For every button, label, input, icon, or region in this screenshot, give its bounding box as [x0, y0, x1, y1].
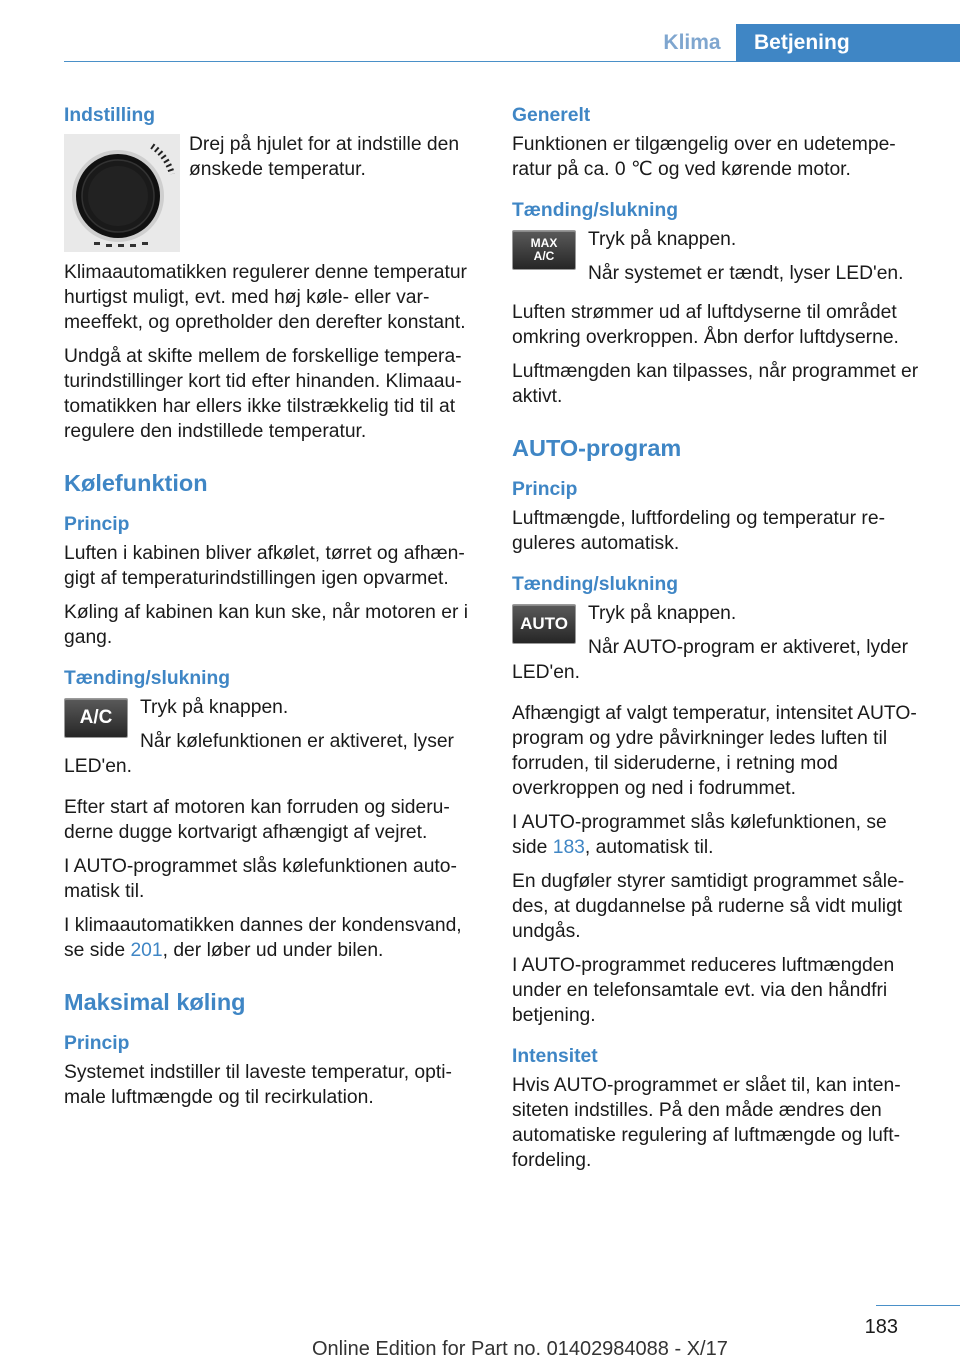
princip2-para-1: Systemet indstiller til laveste temperatur, optimale luftmængde og til recirkulation. [64, 1062, 452, 1108]
max-ac-button-image [512, 230, 576, 270]
right-para-4 [512, 810, 926, 860]
heading-maksimal-koling: Maksimal køling [64, 989, 246, 1015]
ac-button-row [64, 695, 480, 754]
left-para-5 [64, 913, 480, 963]
heading-indstilling: Indstilling [64, 105, 156, 126]
footer-rule [876, 1305, 960, 1306]
ac-step-1: Tryk på knappen. [140, 697, 289, 718]
para4-text-pre: I AUTO-programmet slås kølefunktionen, se side [512, 812, 887, 858]
max-ac-button-row [512, 227, 926, 286]
page-link-201[interactable]: 201 [130, 940, 163, 961]
para4-text-post: , automatisk til. [584, 837, 714, 858]
auto-button-image: AUTO [512, 604, 576, 644]
footer-edition: Online Edition for Part no. 01402984088 - X/17 [312, 1338, 728, 1360]
generelt-text: Funktionen er tilgængelig over en udetemperatur på ca. 0 ℃ og ved kørende motor. [512, 134, 896, 180]
max-step-1: Tryk på knappen. [588, 229, 737, 250]
heading-princip-2: Princip [64, 1033, 130, 1054]
heading-princip: Princip [64, 514, 130, 535]
page-link-183[interactable]: 183 [552, 837, 585, 858]
max-step-2: Når systemet er tændt, lyser LED'en. [588, 263, 904, 284]
right-column [512, 100, 926, 1182]
left-para-4: I AUTO-programmet slås kølefunktionen automatisk til. [64, 856, 457, 902]
auto-step-2: Når AUTO-program er aktiveret, lyder [588, 637, 909, 658]
heading-taending-slukning: Tænding/slukning [64, 668, 231, 689]
heading-auto-program: AUTO-program [512, 435, 682, 461]
auto-princip-text: Luftmængde, luftfordeling og temperatur reguleres automatisk. [512, 508, 885, 554]
right-para-2: Luftmængden kan tilpasses, når programmet er aktivt. [512, 361, 919, 407]
para5-text-post: , der løber ud under bilen. [162, 940, 384, 961]
page-number: 183 [864, 1316, 898, 1338]
temperature-knob-icon [64, 134, 180, 252]
intensitet-text: Hvis AUTO-programmet er slået til, kan intensiteten indstilles. På den måde ændres den automatiske regulering af luftmængde og luftfordeling. [512, 1075, 901, 1171]
left-para-3: Efter start af motoren kan forruden og sideruderne dugge kortvarigt afhængigt af vejret. [64, 797, 450, 843]
ac-step-2: Når kølefunktionen er aktiveret, lyser [140, 731, 454, 752]
heading-generelt: Generelt [512, 105, 591, 126]
left-para-2: Undgå at skifte mellem de forskellige temperaturindstillinger kort tid efter hinanden. Klimaautomatikken har ellers ikke tilstrækkelig tid til at regulere den indstillede temperatur. [64, 346, 462, 442]
right-para-1: Luften strømmer ud af luftdyserne til området omkring overkroppen. Åbn derfor luftdyserne. [512, 302, 899, 348]
ac-button-image: A/C [64, 698, 128, 738]
heading-taending-slukning-2: Tænding/slukning [512, 574, 679, 595]
knob-figure-row [64, 132, 480, 252]
auto-step-2-continued: LED'en. [512, 662, 580, 683]
princip-para-1: Luften i kabinen bliver afkølet, tørret og afhængigt af temperaturindstillingen igen opvarmet. [64, 543, 465, 589]
right-para-3: Afhængigt af valgt temperatur, intensitet AUTO-program og ydre påvirkninger ledes luften til forruden, til sideruderne, i retning mod overkroppen og ned i fodrummet. [512, 703, 917, 799]
left-column [64, 100, 480, 1119]
auto-step-1: Tryk på knappen. [588, 603, 737, 624]
auto-button-row [512, 601, 926, 660]
heading-intensitet: Intensitet [512, 1046, 598, 1067]
para5-text-pre: I klimaautomatikken dannes der kondensvand, se side [64, 915, 462, 961]
ac-step-2-continued: LED'en. [64, 756, 132, 777]
heading-taending-slukning-1: Tænding/slukning [512, 200, 679, 221]
heading-kolefunktion: Kølefunktion [64, 470, 208, 496]
tab-betjening[interactable]: Betjening [736, 24, 960, 62]
indstilling-text: Drej på hjulet for at indstille den ønskede temperatur. [189, 134, 460, 180]
left-para-1: Klimaautomatikken regulerer denne temperatur hurtigst muligt, evt. med høj køle- eller varmeeffekt, og opretholder den derefter konstant. [64, 262, 467, 333]
temperature-knob-image [64, 134, 180, 252]
tab-klima[interactable]: Klima [663, 31, 721, 54]
max-label: MAX [530, 236, 558, 250]
heading-princip-auto: Princip [512, 479, 578, 500]
right-para-6: I AUTO-programmet reduceres luftmængden under en telefonsamtale evt. via den håndfri betjening. [512, 955, 895, 1026]
right-para-5: En dugføler styrer samtidigt programmet således, at dugdannelse på ruderne så vidt muligt undgås. [512, 871, 905, 942]
princip-para-2: Køling af kabinen kan kun ske, når motoren er i gang. [64, 602, 469, 648]
ac-label: A/C [533, 249, 555, 263]
